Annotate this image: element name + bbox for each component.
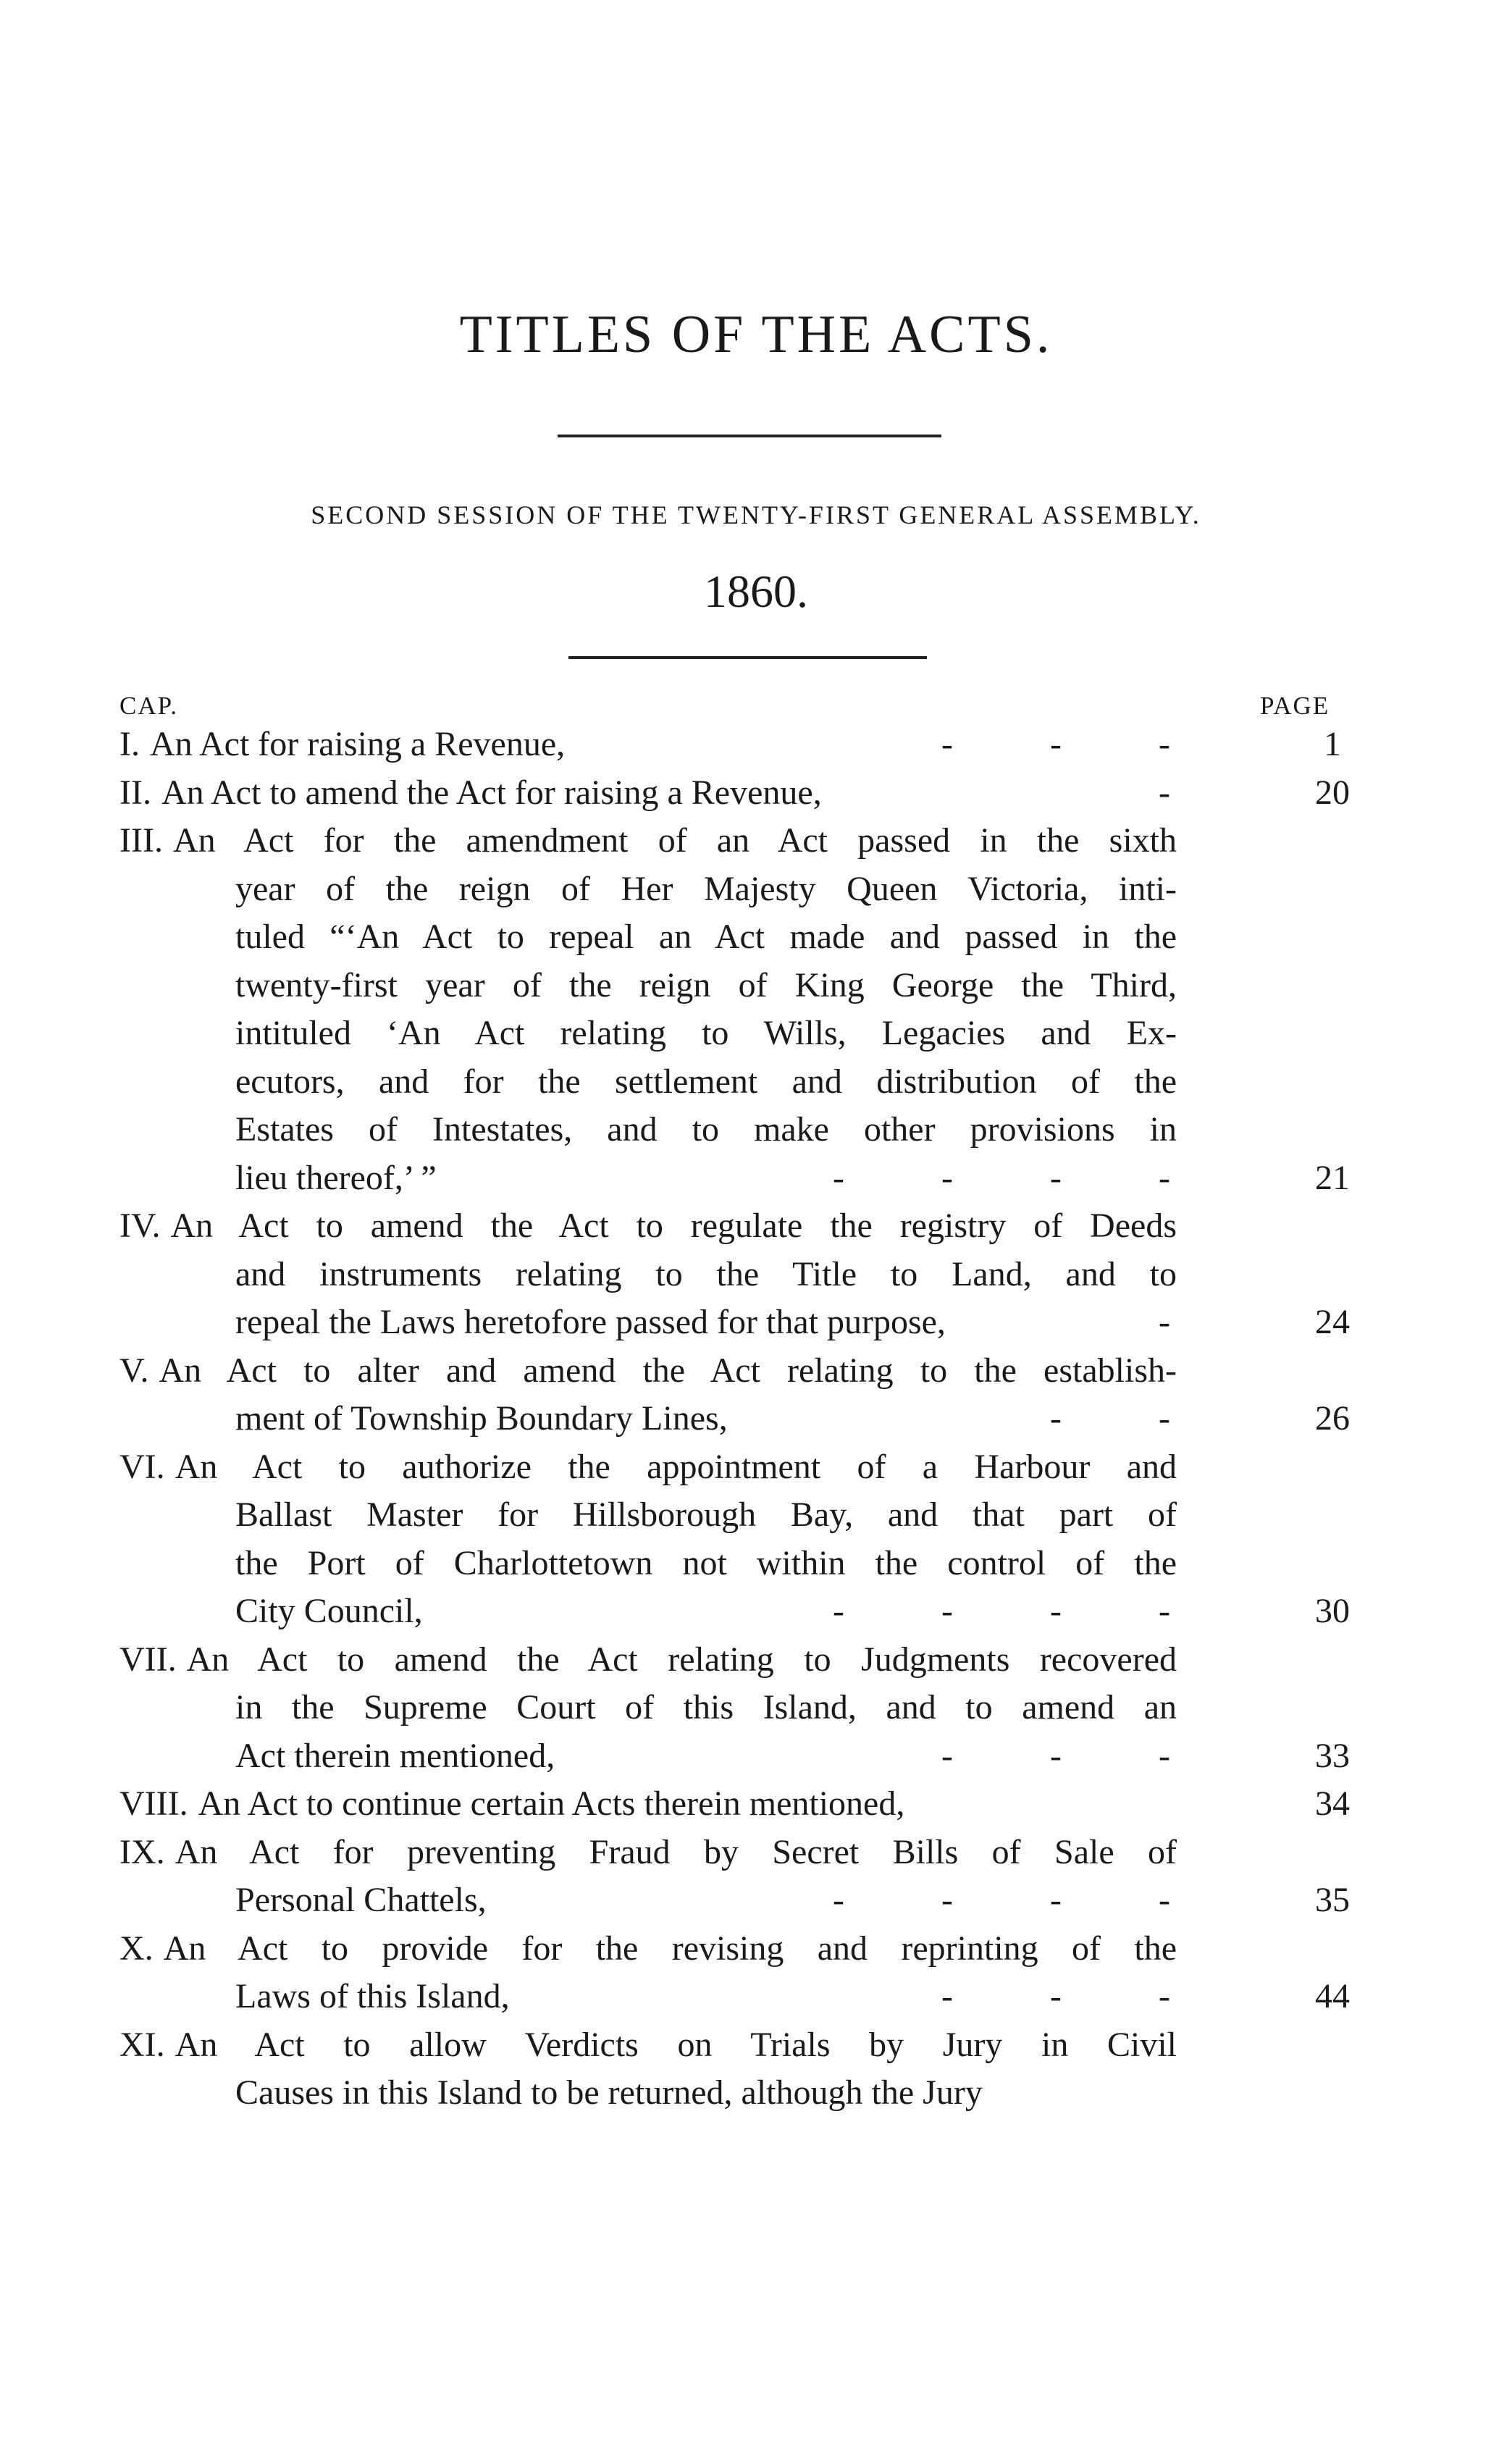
entry-text <box>235 1732 912 1781</box>
toc-entry-line <box>0 721 1512 769</box>
entry-text <box>235 865 1177 914</box>
toc-entry <box>0 1780 1512 1829</box>
chapter-number: VI. <box>119 1447 165 1486</box>
leader-dash: - <box>1159 1977 1170 2015</box>
entry-line-text: An Act to authorize the appointment of a Harbour and <box>175 1447 1177 1486</box>
entry-line-text: Personal Chattels, <box>235 1881 487 1919</box>
toc-entry-line <box>0 817 1512 865</box>
toc-entry-line <box>0 1925 1512 1973</box>
toc-entry-line <box>0 1058 1512 1107</box>
toc-entry-line <box>0 1780 1512 1829</box>
entry-line-text: Ballast Master for Hillsborough Bay, and that part of <box>235 1495 1177 1534</box>
entry-text <box>235 1395 1021 1443</box>
entry-text <box>119 2021 1177 2070</box>
toc-entry <box>0 1925 1512 2021</box>
leader-dash: - <box>1050 1881 1062 1919</box>
toc-entry-line <box>0 1202 1512 1251</box>
leader-dash: - <box>941 1158 953 1197</box>
entry-line-text: An Act to continue certain Acts therein mentioned, <box>198 1784 905 1823</box>
toc-entry <box>0 721 1512 769</box>
leader-dash: - <box>1050 1399 1062 1438</box>
entry-line-text: Act therein mentioned, <box>235 1736 555 1775</box>
entry-text <box>119 1829 1177 1877</box>
entry-text <box>235 1973 912 2021</box>
entry-line-text: intituled ‘An Act relating to Wills, Legacies and Ex- <box>235 1014 1177 1052</box>
leader-dash: - <box>1050 1977 1062 2015</box>
toc-entry-line <box>0 769 1512 818</box>
entry-text <box>235 1491 1177 1540</box>
table-of-contents <box>0 721 1512 2118</box>
entry-line-text: An Act to amend the Act to regulate the registry of Deeds <box>170 1207 1177 1245</box>
page-number: 21 <box>1315 1158 1350 1197</box>
toc-entry-line <box>0 2069 1512 2118</box>
toc-entry-line <box>0 1251 1512 1299</box>
entry-line-text: City Council, <box>235 1592 423 1630</box>
entry-text <box>235 1540 1177 1588</box>
chapter-column-header: CAP. <box>119 692 178 720</box>
entry-text <box>119 817 1177 865</box>
entry-line-text: ment of Township Boundary Lines, <box>235 1399 728 1438</box>
chapter-number: IV. <box>119 1207 161 1245</box>
entry-line-text: in the Supreme Court of this Island, and to amend an <box>235 1688 1177 1726</box>
session-subtitle: SECOND SESSION OF THE TWENTY-FIRST GENERAL ASSEMBLY. <box>311 500 1201 529</box>
toc-entry <box>0 1347 1512 1443</box>
toc-entry-line <box>0 1684 1512 1732</box>
entry-line-text: the Port of Charlottetown not within the control of the <box>235 1543 1177 1582</box>
entry-line-text: lieu thereof,’ ” <box>235 1158 437 1197</box>
entry-text <box>119 1780 1177 1829</box>
entry-line-text: An Act to amend the Act for raising a Revenue, <box>161 773 822 812</box>
chapter-number: XI. <box>119 2025 165 2064</box>
toc-entry-line <box>0 865 1512 914</box>
page-number: 24 <box>1315 1303 1350 1341</box>
entry-line-text: year of the reign of Her Majesty Queen Victoria, inti- <box>235 869 1177 908</box>
entry-line-text: Estates of Intestates, and to make other provisions in <box>235 1110 1177 1149</box>
entry-line-text: An Act to alter and amend the Act relating to the establish- <box>159 1351 1177 1390</box>
toc-entry-line <box>0 1732 1512 1781</box>
year-rule <box>568 656 927 659</box>
entry-line-text: Laws of this Island, <box>235 1977 510 2015</box>
toc-entry-line <box>0 913 1512 962</box>
page-number: 44 <box>1315 1977 1350 2015</box>
leader-dash: - <box>1050 1592 1062 1630</box>
page-number: 30 <box>1315 1592 1350 1630</box>
entry-line-text: An Act for the amendment of an Act passed in the sixth <box>172 821 1177 860</box>
chapter-number: X. <box>119 1929 154 1968</box>
entry-text <box>235 1106 1177 1154</box>
leader-dash: - <box>1159 725 1170 763</box>
leader-dash: - <box>1050 725 1062 763</box>
leader-dash: - <box>1159 1736 1170 1775</box>
chapter-number: III. <box>119 821 163 860</box>
toc-entry-line <box>0 962 1512 1010</box>
page-column-header: PAGE <box>1260 692 1330 720</box>
entry-text <box>235 1010 1177 1058</box>
toc-entry <box>0 1202 1512 1347</box>
toc-entry-line <box>0 1491 1512 1540</box>
leader-dash: - <box>941 725 953 763</box>
entry-text <box>235 2069 1177 2118</box>
toc-entry-line <box>0 1973 1512 2021</box>
toc-entry <box>0 1636 1512 1781</box>
leader-dash: - <box>1159 1881 1170 1919</box>
toc-entry <box>0 1443 1512 1636</box>
leader-dash: - <box>1050 1736 1062 1775</box>
chapter-number: I. <box>119 725 140 763</box>
toc-entry-line <box>0 1829 1512 1877</box>
toc-entry-line <box>0 1876 1512 1925</box>
chapter-number: V. <box>119 1351 149 1390</box>
toc-entry <box>0 817 1512 1202</box>
toc-entry-line <box>0 1154 1512 1203</box>
page-number: 26 <box>1315 1399 1350 1438</box>
page-number: 33 <box>1315 1736 1350 1775</box>
entry-text <box>119 769 1130 818</box>
entry-line-text: An Act to amend the Act relating to Judgments recovered <box>186 1640 1177 1679</box>
entry-text <box>235 1684 1177 1732</box>
leader-dash: - <box>833 1592 844 1630</box>
entry-line-text: repeal the Laws heretofore passed for that purpose, <box>235 1303 946 1341</box>
toc-entry-line <box>0 1010 1512 1058</box>
page-number: 35 <box>1315 1881 1350 1919</box>
leader-dash: - <box>941 1736 953 1775</box>
entry-line-text: An Act for raising a Revenue, <box>149 725 566 763</box>
page-number: 20 <box>1315 773 1350 812</box>
toc-entry-line <box>0 1443 1512 1492</box>
entry-text <box>235 1251 1177 1299</box>
toc-entry <box>0 2021 1512 2118</box>
leader-dash: - <box>941 1592 953 1630</box>
toc-entry <box>0 1829 1512 1925</box>
leader-dash: - <box>1050 1158 1062 1197</box>
leader-dash: - <box>1159 1158 1170 1197</box>
entry-line-text: tuled “‘An Act to repeal an Act made and passed in the <box>235 918 1177 956</box>
entry-text <box>235 1587 804 1636</box>
toc-entry-line <box>0 1298 1512 1347</box>
page-number: 1 <box>1324 725 1341 763</box>
toc-entry-line <box>0 1540 1512 1588</box>
entry-text <box>119 1202 1177 1251</box>
page-title: TITLES OF THE ACTS. <box>459 305 1053 364</box>
leader-dash: - <box>1159 1399 1170 1438</box>
toc-entry-line <box>0 1636 1512 1684</box>
entry-text <box>119 1636 1177 1684</box>
page-number: 34 <box>1315 1784 1350 1823</box>
entry-line-text: twenty-first year of the reign of King George the Third, <box>235 965 1177 1004</box>
entry-text <box>119 721 912 769</box>
entry-text <box>119 1347 1177 1396</box>
title-rule <box>558 435 941 437</box>
toc-entry-line <box>0 1587 1512 1636</box>
leader-dash: - <box>833 1158 844 1197</box>
leader-dash: - <box>1159 1592 1170 1630</box>
entry-text <box>235 913 1177 962</box>
chapter-number: II. <box>119 773 151 812</box>
chapter-number: VII. <box>119 1640 177 1679</box>
entry-text <box>235 1154 804 1203</box>
session-year: 1860. <box>704 566 808 617</box>
leader-dash: - <box>941 1881 953 1919</box>
chapter-number: IX. <box>119 1832 165 1871</box>
entry-line-text: and instruments relating to the Title to Land, and to <box>235 1254 1177 1293</box>
entry-text <box>119 1443 1177 1492</box>
toc-entry <box>0 769 1512 818</box>
entry-text <box>235 1058 1177 1107</box>
leader-dash: - <box>1159 1303 1170 1341</box>
toc-entry-line <box>0 1347 1512 1396</box>
entry-line-text: ecutors, and for the settlement and distribution of the <box>235 1062 1177 1101</box>
toc-entry-line <box>0 2021 1512 2070</box>
leader-dash: - <box>941 1977 953 2015</box>
entry-line-text: An Act to provide for the revising and reprinting of the <box>163 1929 1177 1968</box>
entry-text <box>235 962 1177 1010</box>
chapter-number: VIII. <box>119 1784 188 1823</box>
entry-text <box>119 1925 1177 1973</box>
entry-line-text: An Act to allow Verdicts on Trials by Jury in Civil <box>175 2025 1177 2064</box>
entry-text <box>235 1298 1130 1347</box>
toc-entry-line <box>0 1106 1512 1154</box>
entry-line-text: An Act for preventing Fraud by Secret Bills of Sale of <box>175 1832 1177 1871</box>
leader-dash: - <box>833 1881 844 1919</box>
leader-dash: - <box>1159 773 1170 812</box>
entry-text <box>235 1876 804 1925</box>
entry-line-text: Causes in this Island to be returned, although the Jury <box>235 2073 983 2112</box>
toc-entry-line <box>0 1395 1512 1443</box>
